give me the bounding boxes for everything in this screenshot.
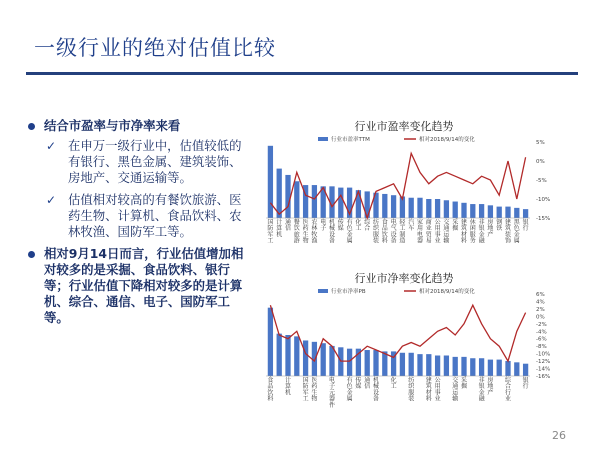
bar — [268, 308, 273, 376]
category-label: 休闲服务 — [469, 219, 476, 245]
bar — [523, 209, 528, 218]
bar — [277, 334, 282, 376]
bar — [514, 362, 519, 376]
category-label: 交通运输 — [452, 377, 459, 403]
category-label: 房地产 — [487, 219, 494, 239]
category-label: 医药生物 — [311, 377, 318, 403]
category-label: 国防军工 — [302, 377, 309, 403]
legend-bar-label: 行业市净率PB — [331, 289, 366, 295]
category-label: 计算机 — [284, 377, 292, 397]
right-tick-label: -12% — [536, 359, 551, 366]
right-tick-label: -8% — [536, 344, 547, 351]
category-label: 机械设备 — [328, 219, 336, 245]
change-line — [270, 305, 525, 361]
bar — [497, 207, 502, 218]
checkmark-icon: ✓ — [46, 193, 57, 207]
category-label: 黑色金属 — [513, 219, 520, 245]
bullet-2 — [26, 246, 250, 326]
right-tick-label: 5% — [536, 140, 545, 146]
bar — [365, 350, 370, 376]
bar — [417, 198, 422, 218]
bar — [470, 204, 475, 218]
bar — [321, 343, 326, 376]
category-label: 医药生物 — [302, 219, 309, 245]
category-label: 汽车 — [408, 219, 415, 233]
category-label: 钢铁 — [496, 219, 503, 233]
page-number: 26 — [552, 429, 566, 442]
bar — [373, 350, 378, 376]
right-tick-label: -14% — [536, 366, 551, 373]
bar — [338, 188, 343, 218]
category-label: 采掘 — [452, 219, 459, 233]
category-label: 传媒 — [337, 219, 344, 233]
category-label: 电子元器件 — [328, 377, 336, 409]
text-panel — [26, 118, 250, 326]
bar — [453, 357, 458, 376]
category-label: 电子 — [320, 219, 327, 233]
right-tick-label: -10% — [536, 351, 551, 358]
sub-bullet-2 — [26, 192, 250, 240]
checkmark-icon: ✓ — [46, 139, 57, 153]
bar — [409, 198, 414, 218]
bar — [347, 349, 352, 376]
bullet-2-text: 相对9月14日而言，行业估值增加相对较多的是采掘、食品饮料、银行等；行业估值下降相对较多的是计算机、综合、通信、电子、国防军工等。 — [44, 246, 244, 325]
category-label: 化工 — [355, 219, 362, 233]
bar — [426, 199, 431, 218]
bullet-dot-icon — [28, 251, 35, 258]
bar — [391, 195, 396, 218]
category-label: 交通运输 — [443, 219, 450, 245]
category-label: 食品饮料 — [381, 219, 388, 245]
category-label: 化工 — [390, 377, 397, 391]
category-label: 通信 — [364, 377, 371, 391]
bar — [461, 203, 466, 218]
bar — [435, 356, 440, 377]
right-tick-label: -4% — [536, 329, 547, 336]
bar — [479, 204, 484, 218]
category-label: 食品饮料 — [267, 377, 274, 403]
bar — [303, 340, 308, 376]
category-label: 商业贸易 — [425, 219, 432, 245]
bar — [294, 181, 299, 218]
category-label: 房地产 — [487, 377, 494, 397]
bar — [277, 169, 282, 218]
legend-line-label: 相对2018/9/14的变化 — [419, 289, 475, 295]
title-underline — [26, 72, 578, 75]
bar — [382, 194, 387, 218]
pb-chart — [254, 268, 556, 418]
bar — [497, 360, 502, 376]
right-tick-label: -16% — [536, 374, 551, 380]
category-label: 非银金融 — [478, 219, 485, 245]
legend-bar-label: 行业市盈率TTM — [331, 137, 370, 143]
sub-bullet-1 — [26, 138, 250, 186]
category-label: 轻工制造 — [399, 219, 406, 245]
category-label: 采掘 — [460, 377, 468, 391]
bar — [523, 364, 528, 376]
bar — [356, 190, 361, 218]
category-label: 通信 — [284, 219, 292, 233]
bar — [435, 199, 440, 218]
pe-chart — [254, 116, 556, 256]
right-tick-label: -2% — [536, 321, 547, 328]
page-title: 一级行业的绝对估值比较 — [34, 36, 276, 60]
category-label: 纺织服装 — [372, 219, 380, 245]
category-label: 综合行业 — [504, 377, 512, 403]
category-label: 纺织服装 — [408, 377, 415, 403]
bar — [417, 354, 422, 376]
category-label: 银行 — [522, 377, 529, 391]
bar — [312, 185, 317, 218]
bar — [426, 354, 431, 376]
category-label: 家用电器 — [416, 219, 424, 245]
right-tick-label: 0% — [536, 159, 545, 165]
legend-bar-swatch — [318, 137, 328, 141]
chart-title: 行业市盈率变化趋势 — [354, 120, 454, 133]
category-label: 国防军工 — [267, 219, 274, 245]
category-label: 计算机 — [276, 219, 283, 239]
bar — [470, 358, 475, 376]
bar — [479, 358, 484, 376]
legend-line-label: 相对2018/9/14的变化 — [419, 137, 475, 143]
category-label: 建筑材料 — [425, 377, 432, 403]
bar — [488, 205, 493, 218]
bar — [285, 175, 290, 218]
bar — [409, 353, 414, 376]
right-tick-label: -15% — [536, 216, 551, 222]
category-label: 电气设备 — [390, 219, 397, 245]
category-label: 建筑材料 — [460, 219, 468, 245]
bar — [453, 202, 458, 218]
category-label: 建筑装饰 — [504, 219, 512, 245]
bar — [294, 336, 299, 376]
legend-bar-swatch — [318, 289, 328, 293]
category-label: 综合 — [364, 219, 371, 233]
bullet-dot-icon — [28, 123, 35, 130]
right-tick-label: -5% — [536, 178, 547, 184]
bar — [444, 356, 449, 377]
category-label: 非银金融 — [478, 377, 485, 403]
right-tick-label: -10% — [536, 197, 551, 203]
change-line — [270, 153, 525, 218]
bullet-1 — [26, 118, 250, 134]
category-label: 传媒 — [355, 377, 362, 391]
category-label: 机械设备 — [372, 377, 380, 403]
sub-bullet-2-text: 估值相对较高的有餐饮旅游、医药生物、计算机、食品饮料、农林牧渔、国防军工等。 — [68, 192, 242, 239]
category-label: 有色金属 — [346, 219, 353, 245]
category-label: 餐饮旅游 — [293, 219, 300, 245]
category-label: 有色金属 — [346, 377, 353, 403]
bar — [505, 207, 510, 218]
right-tick-label: -6% — [536, 336, 547, 343]
right-tick-label: 6% — [536, 292, 545, 298]
bar — [505, 361, 510, 376]
category-label: 公用事业 — [434, 377, 441, 403]
bar — [488, 360, 493, 376]
bar — [444, 200, 449, 218]
right-tick-label: 0% — [536, 314, 545, 321]
right-tick-label: 4% — [536, 299, 545, 306]
bullet-1-text: 结合市盈率与市净率来看 — [44, 118, 181, 133]
bar — [461, 357, 466, 376]
bar — [400, 353, 405, 376]
bar — [285, 335, 290, 376]
category-label: 公用事业 — [434, 219, 441, 245]
category-label: 农林牧渔 — [311, 219, 318, 245]
bar — [268, 146, 273, 218]
category-label: 银行 — [522, 219, 529, 233]
bar — [514, 208, 519, 218]
chart-title: 行业市净率变化趋势 — [354, 272, 454, 285]
right-tick-label: 2% — [536, 306, 545, 313]
sub-bullet-1-text: 在申万一级行业中，估值较低的有银行、黑色金属、建筑装饰、房地产、交通运输等。 — [68, 138, 242, 185]
